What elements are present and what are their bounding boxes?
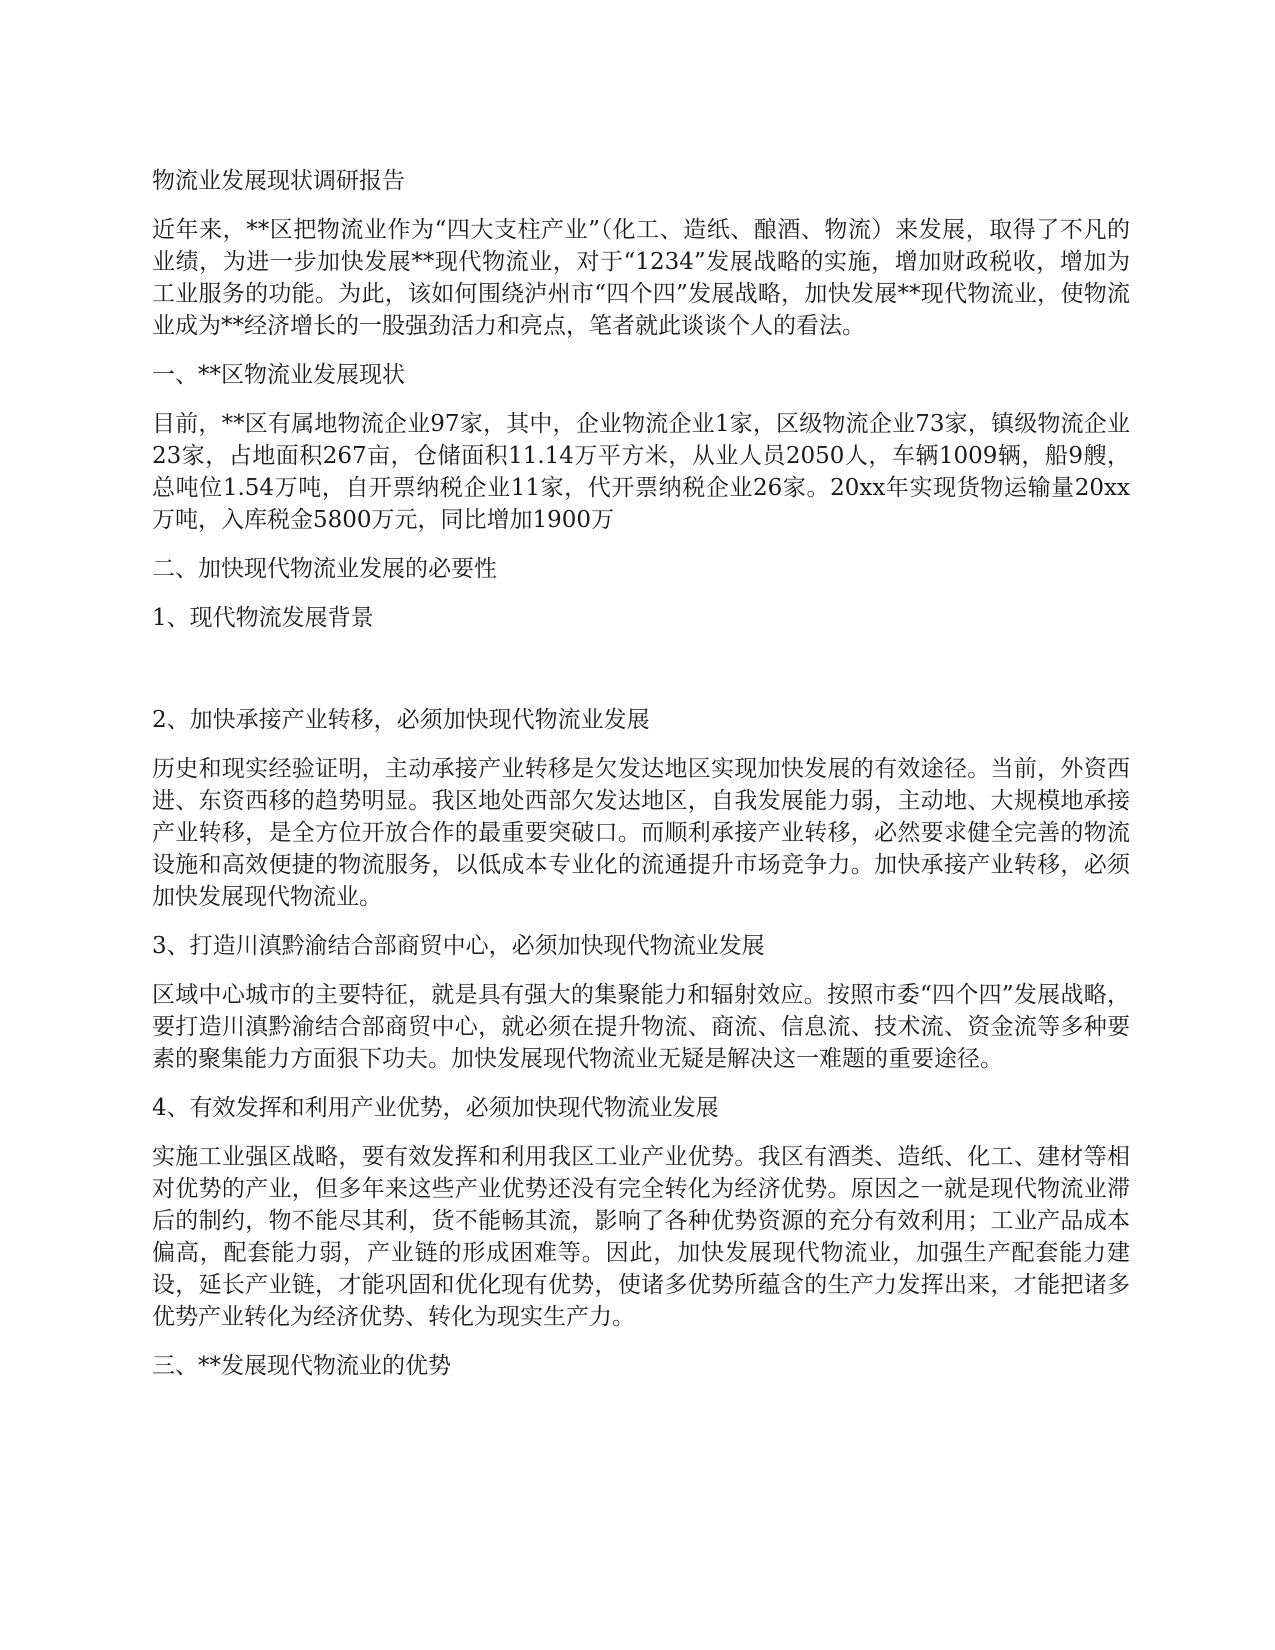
subsection-1-heading: 1、现代物流发展背景	[152, 605, 374, 631]
section-2-heading: 二、加快现代物流业发展的必要性	[152, 556, 497, 582]
subsection-3-body: 区域中心城市的主要特征，就是具有强大的集聚能力和辐射效应。按照市委“四个四”发展战略，要打造川滇黔渝结合部商贸中心，就必须在提升物流、商流、信息流、技术流、资金流等多种要素的聚集能力方面狠下功夫。加快发展现代物流业无疑是解决这一难题的重要途径。	[152, 982, 1130, 1072]
subsection-4-body: 实施工业强区战略，要有效发挥和利用我区工业产业优势。我区有酒类、造纸、化工、建材等相对优势的产业，但多年来这些产业优势还没有完全转化为经济优势。原因之一就是现代物流业滞后的制约，物不能尽其利，货不能畅其流，影响了各种优势资源的充分有效利用；工业产品成本偏高，配套能力弱，产业链的形成困难等。因此，加快发展现代物流业，加强生产配套能力建设，延长产业链，才能巩固和优化现有优势，使诸多优势所蕴含的生产力发挥出来，才能把诸多优势产业转化为经济优势、转化为现实生产力。	[152, 1144, 1130, 1330]
subsection-4-heading: 4、有效发挥和利用产业优势，必须加快现代物流业发展	[152, 1095, 719, 1121]
section-3-heading: 三、**发展现代物流业的优势	[152, 1353, 451, 1379]
blank-space	[152, 651, 1130, 704]
subsection-2-body: 历史和现实经验证明，主动承接产业转移是欠发达地区实现加快发展的有效途径。当前，外资西进、东资西移的趋势明显。我区地处西部欠发达地区，自我发展能力弱，主动地、大规模地承接产业转移，是全方位开放合作的最重要突破口。而顺利承接产业转移，必然要求健全完善的物流设施和高效便捷的物流服务，以低成本专业化的流通提升市场竞争力。加快承接产业转移，必须加快发展现代物流业。	[152, 756, 1130, 910]
subsection-3-heading: 3、打造川滇黔渝结合部商贸中心，必须加快现代物流业发展	[152, 933, 765, 959]
intro-paragraph: 近年来，**区把物流业作为“四大支柱产业”（化工、造纸、酿酒、物流）来发展，取得了不凡的业绩，为进一步加快发展**现代物流业，对于“1234”发展战略的实施，增加财政税收，增加为工业服务的功能。为此，该如何围绕泸州市“四个四”发展战略，加快发展**现代物流业，使物流业成为**经济增长的一股强劲活力和亮点，笔者就此谈谈个人的看法。	[152, 217, 1130, 339]
subsection-2-heading: 2、加快承接产业转移，必须加快现代物流业发展	[152, 707, 650, 733]
section-1-heading: 一、**区物流业发展现状	[152, 362, 405, 388]
document-page	[152, 165, 1130, 1399]
document-title: 物流业发展现状调研报告	[152, 168, 405, 194]
section-1-body: 目前，**区有属地物流企业97家，其中，企业物流企业1家，区级物流企业73家，镇级物流企业23家，占地面积267亩，仓储面积11.14万平方米，从业人员2050人，车辆1009辆，船9艘，总吨位1.54万吨，自开票纳税企业11家，代开票纳税企业26家。20xx年实现货物运输量20xx万吨，入库税金5800万元，同比增加1900万	[152, 411, 1130, 533]
